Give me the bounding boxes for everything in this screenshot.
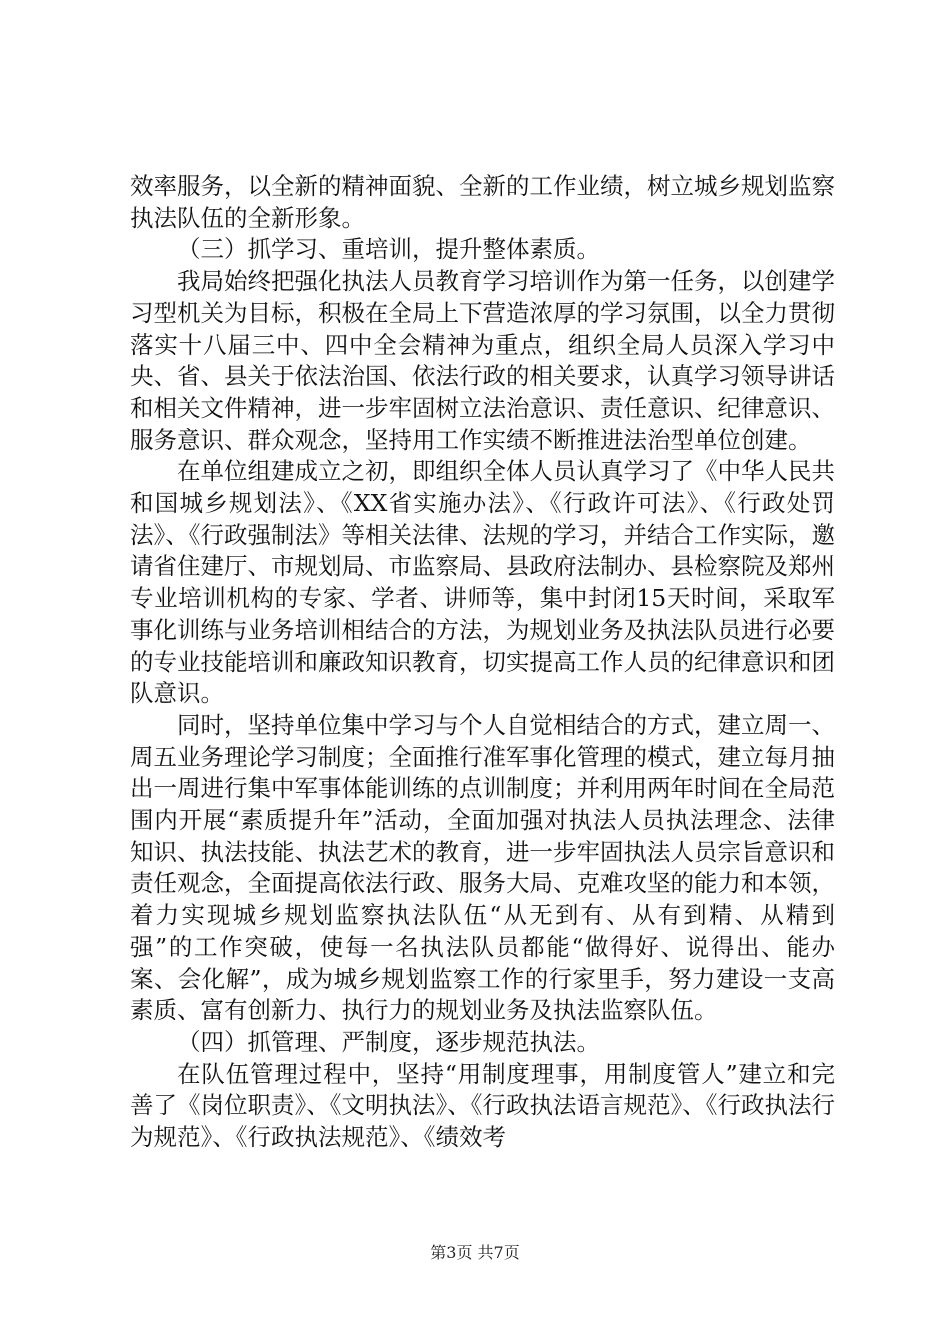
paragraph-3: 我局始终把强化执法人员教育学习培训作为第一任务，以创建学习型机关为目标，积极在全局上下营造浓厚的学习氛围，以全力贯彻落实十八届三中、四中全会精神为重点，组织全局人员深入学习中央、省、县关于依法治国、依法行政的相关要求，认真学习领导讲话和相关文件精神，进一步牢固树立法治意识、责任意识、纪律意识、服务意识、群众观念，坚持用工作实绩不断推进法治型单位创建。: [130, 267, 835, 454]
paragraph-4: 在单位组建成立之初，即组织全体人员认真学习了《中华人民共和国城乡规划法》、《XX省实施办法》、《行政许可法》、《行政处罚法》、《行政强制法》等相关法律、法规的学习，并结合工作实际，邀请省住建厅、市规划局、市监察局、县政府法制办、县检察院及郑州专业培训机构的专家、学者、讲师等，集中封闭15天时间，采取军事化训练与业务培训相结合的方法，为规划业务及执法队员进行必要的专业技能培训和廉政知识教育，切实提高工作人员的纪律意识和团队意识。: [130, 457, 835, 708]
paragraph-5: 同时，坚持单位集中学习与个人自觉相结合的方式，建立周一、周五业务理论学习制度；全面推行准军事化管理的模式，建立每月抽出一周进行集中军事体能训练的点训制度；并利用两年时间在全局范围内开展“素质提升年”活动，全面加强对执法人员执法理念、法律知识、执法技能、执法艺术的教育，进一步牢固执法人员宗旨意识和责任观念，全面提高依法行政、服务大局、克难攻坚的能力和本领，着力实现城乡规划监察执法队伍“从无到有、从有到精、从精到强”的工作突破，使每一名执法队员都能“做得好、说得出、能办案、会化解”，成为城乡规划监察工作的行家里手，努力建设一支高素质、富有创新力、执行力的规划业务及执法监察队伍。: [130, 710, 835, 1025]
document-body: [130, 171, 835, 1154]
paragraph-1: 效率服务，以全新的精神面貌、全新的工作业绩，树立城乡规划监察执法队伍的全新形象。: [130, 172, 835, 232]
section-heading-4: （四）抓管理、严制度，逐步规范执法。: [177, 1027, 600, 1056]
page-number-footer: 第3页 共7页: [430, 1243, 520, 1262]
section-heading-3: （三）抓学习、重培训，提升整体素质。: [177, 235, 600, 264]
paragraph-7: 在队伍管理过程中，坚持“用制度理事，用制度管人”建立和完善了《岗位职责》、《文明执法》、《行政执法语言规范》、《行政执法行为规范》、《行政执法规范》、《绩效考: [130, 1059, 835, 1152]
